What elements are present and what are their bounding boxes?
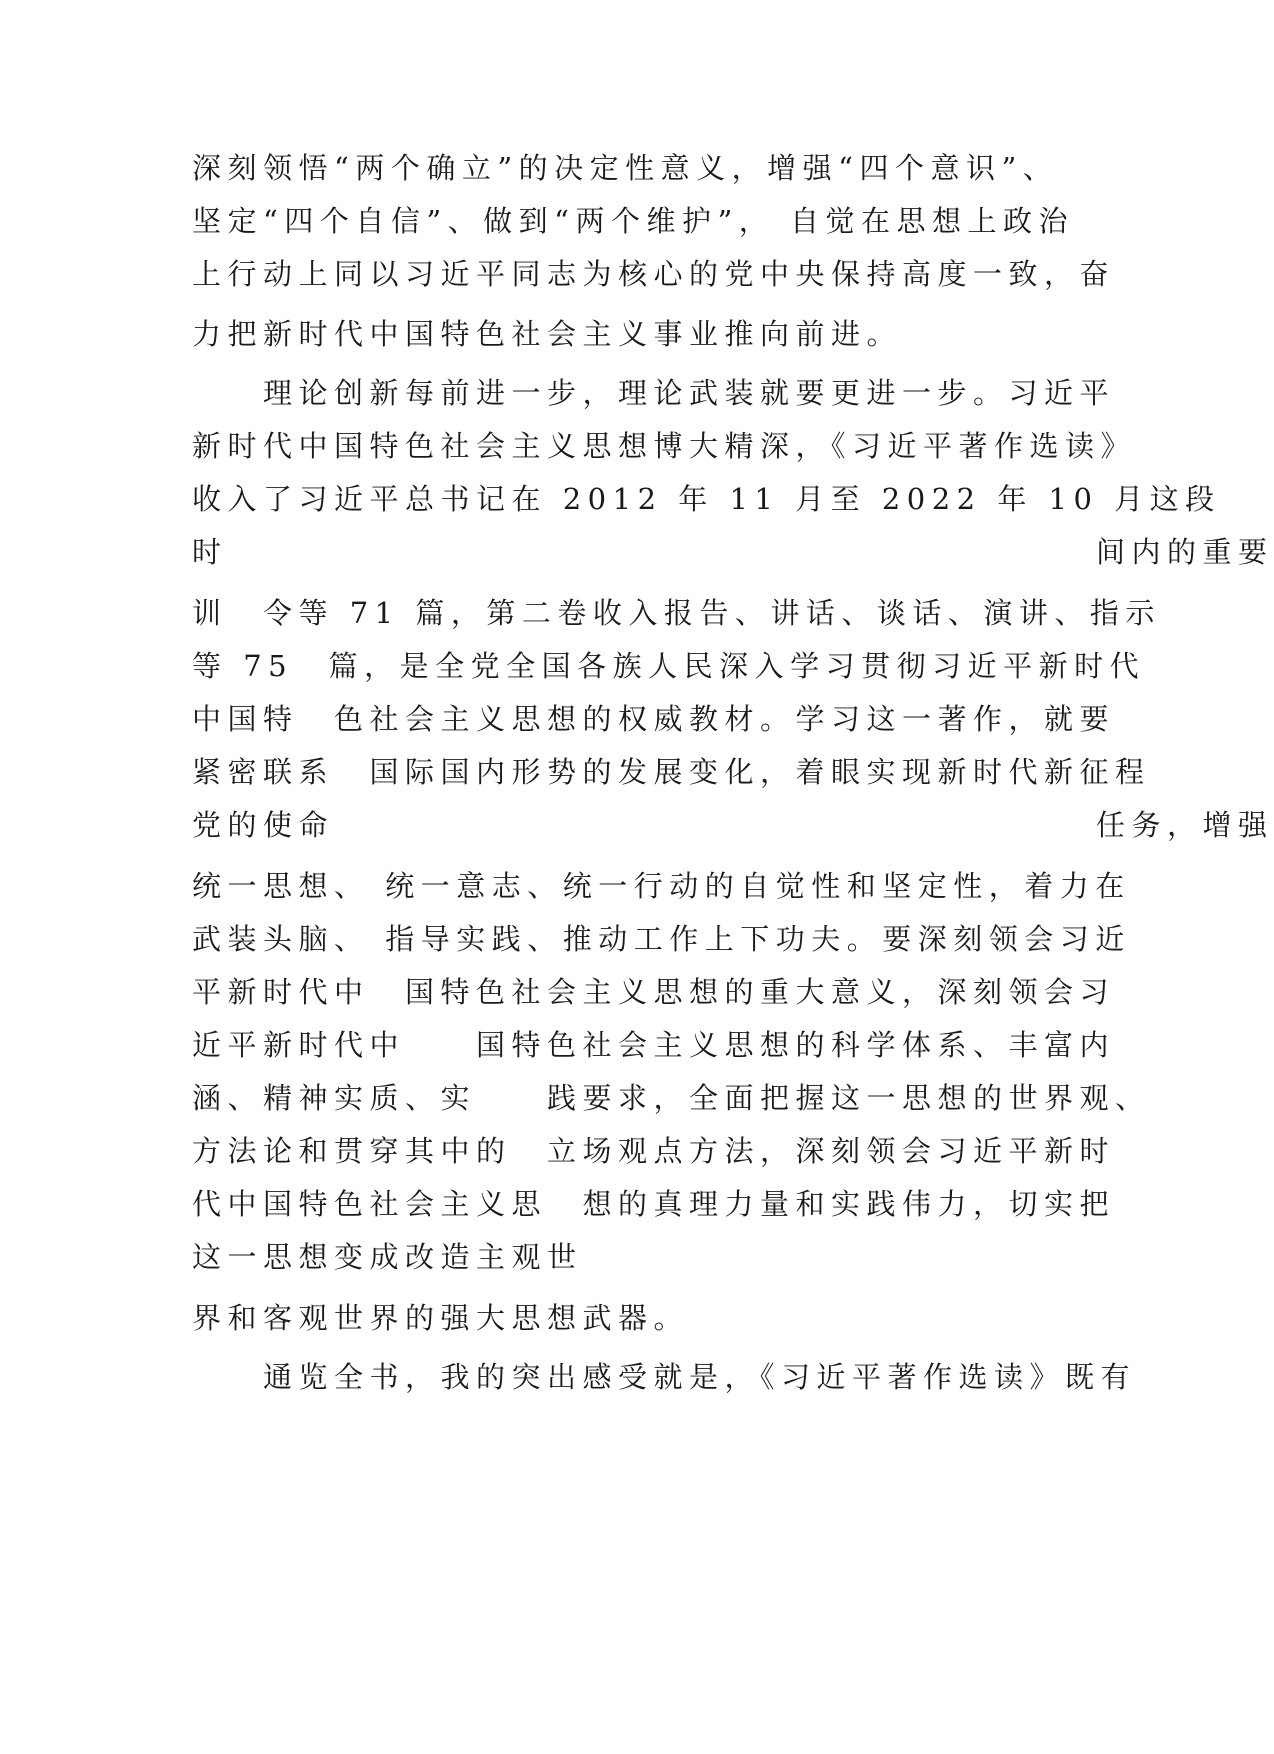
text-line: 统一思想、 统一意志、统一行动的自觉性和坚定性，着力在 — [192, 869, 1131, 903]
text-line: 党的使命 — [192, 808, 335, 842]
text-line: 代中国特色社会主义思 想的真理力量和实践伟力，切实把 — [192, 1187, 1116, 1221]
text-line: 等 75 篇，是全党全国各族人民深入学习贯彻习近平新时代 — [192, 649, 1146, 683]
text-line: 平新时代中 国特色社会主义思想的重大意义，深刻领会习 — [192, 975, 1116, 1009]
text-line: 理论创新每前进一步，理论武装就要更进一步。习近平 — [192, 376, 1116, 410]
text-line: 深刻领悟“两个确立”的决定性意义，增强“四个意识”、 — [192, 151, 1059, 185]
text-line: 力把新时代中国特色社会主义事业推向前进。 — [192, 317, 903, 351]
text-line: 近平新时代中 国特色社会主义思想的科学体系、丰富内 — [192, 1028, 1116, 1062]
overflow-fragment: 间内的重要 — [1096, 535, 1274, 569]
text-line: 紧密联系 国际国内形势的发展变化，着眼实现新时代新征程 — [192, 755, 1151, 789]
text-line: 收入了习近平总书记在 2012 年 11 月至 2022 年 10 月这段 — [192, 482, 1221, 516]
overflow-fragment: 任务，增强 — [1096, 808, 1274, 842]
text-line: 中国特 色社会主义思想的权威教材。学习这一著作，就要 — [192, 702, 1116, 736]
text-line: 上行动上同以习近平同志为核心的党中央保持高度一致，奋 — [192, 257, 1116, 291]
text-line: 新时代中国特色社会主义思想博大精深，《习近平著作选读》 — [192, 429, 1137, 463]
text-line: 方法论和贯穿其中的 立场观点方法，深刻领会习近平新时 — [192, 1134, 1116, 1168]
text-line: 坚定“四个自信”、做到“两个维护”， 自觉在思想上政治 — [192, 204, 1075, 238]
text-line: 训 令等 71 篇，第二卷收入报告、讲话、谈话、演讲、指示 — [192, 596, 1161, 630]
text-line: 武装头脑、 指导实践、推动工作上下功夫。要深刻领会习近 — [192, 922, 1131, 956]
text-line: 时 — [192, 535, 228, 569]
text-line: 界和客观世界的强大思想武器。 — [192, 1301, 690, 1335]
text-line: 这一思想变成改造主观世 — [192, 1240, 583, 1274]
text-line: 涵、精神实质、实 践要求，全面把握这一思想的世界观、 — [192, 1081, 1151, 1115]
text-line: 通览全书，我的突出感受就是，《习近平著作选读》既有 — [192, 1360, 1137, 1394]
